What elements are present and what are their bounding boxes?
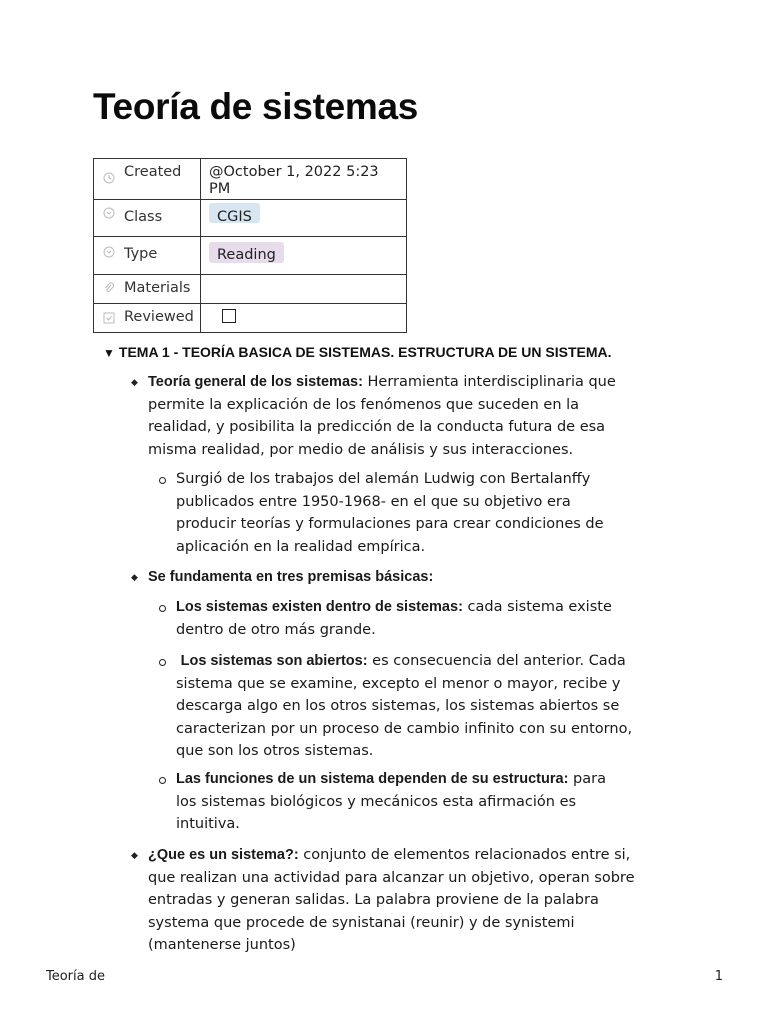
reviewed-value-cell: [201, 304, 407, 333]
list-item: Surgió de los trabajos del alemán Ludwig con Bertalanffy publicados entre 1950-1968- en el que su objetivo era producir teorías y formulaciones para crear condiciones de aplicación en la realidad empírica.: [176, 471, 604, 555]
type-tag[interactable]: Reading: [209, 242, 284, 263]
property-label: Type: [124, 246, 158, 262]
created-value-cell[interactable]: [201, 159, 407, 200]
materials-value-cell[interactable]: [201, 275, 407, 304]
list-item: Los sistemas existen dentro de sistemas: cada sistema existe dentro de otro más grande.: [176, 599, 612, 638]
property-materials: [94, 275, 407, 304]
paperclip-icon: [103, 282, 115, 294]
clock-icon: [103, 172, 115, 184]
created-value: @October 1, 2022 5:23 PM: [209, 164, 379, 197]
checkbox-icon: [103, 312, 115, 324]
page-number: 1: [714, 969, 723, 984]
list-item: Las funciones de un sistema dependen de su estructura: para los sistemas biológicos y mecánicos esta afirmación es intuitiva.: [176, 771, 606, 832]
property-class: [94, 200, 407, 237]
list-item: ¿Que es un sistema?: conjunto de elementos relacionados entre si, que realizan una actividad para alcanzar un objetivo, operan sobre entradas y generan salidas. La palabra proviene de la palabra systema que procede de synistanai (reunir) y de synistemi (mantenerse juntos): [148, 847, 635, 953]
class-value-cell[interactable]: [201, 200, 407, 237]
list-item: Se fundamenta en tres premisas básicas:: [148, 569, 434, 585]
property-label: Class: [124, 209, 163, 225]
property-label: Created: [124, 164, 182, 180]
circle-bullet-icon: [159, 605, 166, 612]
footer-title: Teoría de: [46, 969, 105, 984]
bullet-icon: ◆: [131, 573, 138, 583]
property-label: Reviewed: [124, 309, 194, 325]
list-item: Los sistemas son abiertos: es consecuencia del anterior. Cada sistema que se examine, excepto el menor o mayor, recibe y descarga algo en los otros sistemas, los sistemas abiertos se caracterizan por un proceso de cambio infinito con su entorno, que son los otros sistemas.: [176, 653, 633, 759]
page-title: Teoría de sistemas: [93, 86, 419, 127]
circle-bullet-icon: [159, 477, 166, 484]
properties-table: [93, 158, 407, 333]
triangle-down-icon[interactable]: ▼: [103, 346, 115, 360]
property-label: Materials: [124, 280, 191, 296]
bullet-icon: ◆: [131, 851, 138, 861]
toggle-heading-text: TEMA 1 - TEORÍA BASICA DE SISTEMAS. ESTRUCTURA DE UN SISTEMA.: [118, 344, 612, 360]
bullet-icon: ◆: [131, 378, 138, 388]
class-tag[interactable]: CGIS: [209, 203, 260, 223]
circle-bullet-icon: [159, 659, 166, 666]
property-created: [94, 159, 407, 200]
list-item: Teoría general de los sistemas: Herramienta interdisciplinaria que permite la explicación de los fenómenos que suceden en la realidad, y posibilita la predicción de la conducta futura de esa misma realidad, por medio de análisis y sus interacciones.: [148, 374, 616, 458]
select-icon: [103, 246, 115, 258]
toggle-heading[interactable]: [103, 344, 612, 360]
circle-bullet-icon: [159, 777, 166, 784]
property-reviewed: [94, 304, 407, 333]
select-icon: [103, 207, 115, 219]
property-type: [94, 237, 407, 275]
type-value-cell[interactable]: [201, 237, 407, 275]
reviewed-checkbox[interactable]: [222, 309, 236, 323]
